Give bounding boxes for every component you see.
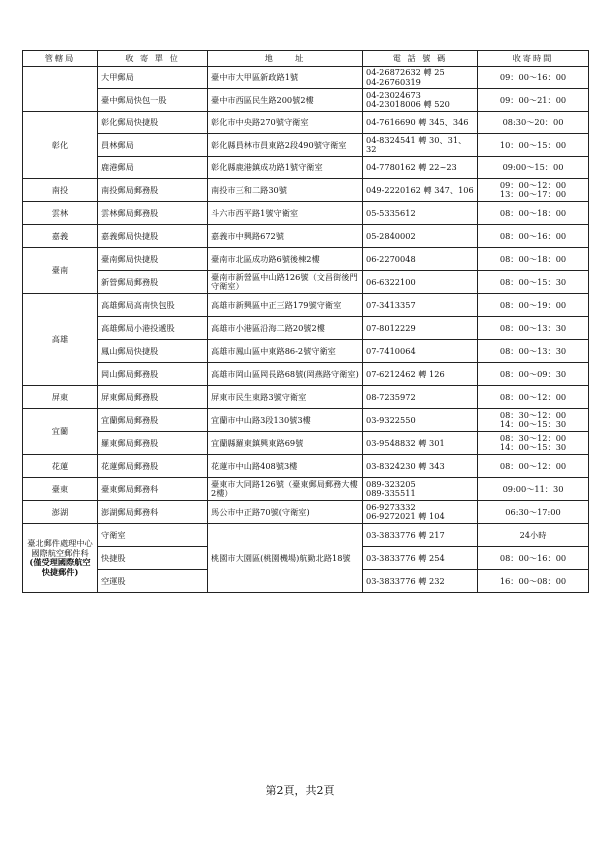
phone-cell-line: 04-26760319 [366,76,421,87]
unit-cell: 南投郵局郵務股 [98,179,208,202]
unit-cell: 高雄郵局小港投遞股 [98,317,208,340]
table-row [23,112,589,134]
hours-cell-line: 16：00～08：00 [499,575,567,586]
phone-cell [363,157,478,179]
hours-cell-line: 08：30～12：00 [499,432,567,443]
hours-cell [478,134,589,157]
bureau-cell [23,409,98,455]
bureau-cell [23,67,98,112]
phone-cell-line: 07-7410064 [366,345,416,356]
hours-cell-line: 08：00～18：00 [499,253,567,264]
bureau-note: 快捷郵件) [41,567,79,578]
bureau-name: 澎湖 [51,506,69,517]
phone-cell-line: 07-8012229 [366,322,416,333]
hours-cell-line: 13：00～17：00 [499,189,567,200]
unit-cell: 新營郵局郵務股 [98,271,208,294]
phone-cell-line: 06-6322100 [366,276,416,287]
hours-cell [478,248,589,271]
phone-cell-line: 07-3413357 [366,299,416,310]
phone-cell-line: 04-26872632 轉 25 [366,67,445,77]
phone-cell-line: 08-7235972 [366,391,416,402]
address-cell: 宜蘭縣羅東鎮興東路69號 [208,432,363,455]
header-hours: 收寄時間 [478,51,589,67]
address-cell: 馬公市中正路70號(守衛室) [208,501,363,524]
table-row [23,179,589,202]
table-row [23,478,589,501]
bureau-name: 花蓮 [51,460,69,471]
hours-cell-line: 08：00～09：30 [499,368,567,379]
address-cell: 臺東市大同路126號（臺東郵局郵務大樓2樓） [208,478,363,501]
hours-cell [478,89,589,112]
hours-cell [478,386,589,409]
table-header-row [23,51,589,67]
bureau-name: 彰化 [51,139,69,150]
address-cell: 高雄市小港區沿海二路20號2樓 [208,317,363,340]
hours-cell [478,157,589,179]
hours-cell-line: 08：00～12：00 [499,460,567,471]
hours-cell [478,501,589,524]
bureau-name: 臺東 [51,483,69,494]
bureau-note: (僅受理國際航空 [29,557,91,568]
phone-cell [363,501,478,524]
header-bureau: 管轄局 [23,51,98,67]
table-row [23,340,589,363]
table-body [23,67,589,593]
bureau-name: 臺北郵件處理中心 [27,538,93,548]
hours-cell-line: 08：00～19：00 [499,299,567,310]
phone-cell-line: 04-7616690 轉 345、346 [366,117,469,127]
hours-cell-line: 08:30～20：00 [502,117,564,127]
phone-cell-line: 089-335511 [366,488,416,499]
bureau-cell [23,455,98,478]
hours-cell-line: 24小時 [519,529,547,540]
table-row [23,294,589,317]
phone-cell [363,67,478,89]
address-cell: 臺南市北區成功路6號後棟2樓 [208,248,363,271]
unit-cell: 空運股 [98,570,208,593]
hours-cell-line: 09：00～16：00 [499,71,567,82]
phone-cell-line: 03-9322550 [366,414,416,425]
table-row [23,89,589,112]
hours-cell-line: 08：00～15：30 [499,276,567,287]
unit-cell: 嘉義郵局快捷股 [98,225,208,248]
hours-cell-line: 09：00～21：00 [499,94,567,105]
table-row [23,248,589,271]
phone-cell [363,340,478,363]
address-cell: 臺中市西區民生路200號2樓 [208,89,363,112]
hours-cell-line: 08：00～13：30 [499,345,567,356]
phone-cell [363,524,478,547]
phone-cell [363,248,478,271]
table-row [23,386,589,409]
address-cell: 臺南市新營區中山路126號（文昌街後門守衛室） [208,271,363,294]
hours-cell-line: 09：00～12：00 [499,179,567,190]
table-row [23,363,589,386]
unit-cell: 岡山郵局郵務股 [98,363,208,386]
hours-cell-line: 10：00～15：00 [499,139,567,150]
hours-cell-line: 09:00～15：00 [502,162,564,172]
phone-cell [363,225,478,248]
unit-cell: 彰化郵局快捷股 [98,112,208,134]
address-cell: 臺中市大甲區新政路1號 [208,67,363,89]
phone-cell-line: 03-3833776 轉 217 [366,529,445,540]
hours-cell [478,179,589,202]
unit-cell: 雲林郵局郵務股 [98,202,208,225]
hours-cell [478,570,589,593]
phone-cell [363,317,478,340]
phone-cell-line: 089-323205 [366,478,416,489]
bureau-cell [23,179,98,202]
phone-cell-line: 04-23024673 [366,89,421,100]
phone-cell-line: 04-23018006 轉 520 [366,99,450,110]
phone-cell-line: 03-3833776 轉 254 [366,552,445,563]
phone-cell-line: 04-7780162 轉 22~23 [366,162,457,172]
hours-cell-line: 06:30～17:00 [505,506,561,517]
bureau-cell [23,112,98,179]
bureau-cell [23,501,98,524]
phone-cell-line: 03-9548832 轉 301 [366,437,445,448]
unit-cell: 臺南郵局快捷股 [98,248,208,271]
hours-cell [478,340,589,363]
hours-cell-line: 08：00～16：00 [499,230,567,241]
phone-cell-line: 06-9272021 轉 104 [366,511,445,522]
address-cell: 高雄市岡山區岡長路68號(岡燕路守衛室) [208,363,363,386]
bureau-cell [23,386,98,409]
table-row [23,202,589,225]
unit-cell: 澎湖郵局郵務科 [98,501,208,524]
phone-cell-line: 06-9273332 [366,501,416,512]
table-row [23,157,589,179]
address-cell: 宜蘭市中山路3段130號3樓 [208,409,363,432]
mail-acceptance-table [22,50,589,593]
address-cell: 斗六市西平路1號守衛室 [208,202,363,225]
hours-cell [478,478,589,501]
table-row [23,524,589,547]
phone-cell [363,89,478,112]
phone-cell-line: 03-3833776 轉 232 [366,575,445,586]
hours-cell [478,409,589,432]
table-row [23,317,589,340]
phone-cell-line: 049-2220162 轉 347、106 [366,184,474,195]
phone-cell [363,202,478,225]
hours-cell [478,547,589,570]
phone-cell [363,570,478,593]
hours-cell-line: 08：30～12：00 [499,409,567,420]
bureau-cell [23,478,98,501]
bureau-name: 南投 [51,184,69,195]
phone-cell-line: 04-8324541 轉 30、31、32 [366,134,467,155]
bureau-cell [23,202,98,225]
bureau-name: 高雄 [51,334,69,344]
bureau-name: 嘉義 [51,230,69,241]
hours-cell-line: 08：00～16：00 [499,552,567,563]
hours-cell [478,225,589,248]
hours-cell [478,455,589,478]
phone-cell [363,363,478,386]
header-unit: 收 寄 單 位 [98,51,208,67]
table-row [23,225,589,248]
unit-cell: 臺東郵局郵務科 [98,478,208,501]
unit-cell: 臺中郵局快包一股 [98,89,208,112]
phone-cell [363,134,478,157]
bureau-cell [23,524,98,593]
phone-cell [363,432,478,455]
hours-cell [478,432,589,455]
unit-cell: 守衛室 [98,524,208,547]
bureau-name: 宜蘭 [51,426,69,436]
address-cell: 彰化縣鹿港鎮成功路1號守衛室 [208,157,363,179]
phone-cell [363,294,478,317]
table-row [23,432,589,455]
phone-cell [363,547,478,570]
table-row [23,271,589,294]
phone-cell [363,455,478,478]
phone-cell-line: 03-8324230 轉 343 [366,460,445,471]
table-row [23,501,589,524]
hours-cell [478,294,589,317]
table-row [23,67,589,89]
unit-cell: 高雄郵局高南快包股 [98,294,208,317]
address-cell: 嘉義市中興路672號 [208,225,363,248]
unit-cell: 大甲郵局 [98,67,208,89]
header-address: 地 址 [208,51,363,67]
hours-cell [478,363,589,386]
unit-cell: 鳳山郵局快捷股 [98,340,208,363]
address-cell: 南投市三和二路30號 [208,179,363,202]
phone-cell-line: 06-2270048 [366,253,416,264]
table-row [23,455,589,478]
hours-cell-line: 08：00～13：30 [499,322,567,333]
hours-cell-line: 08：00～12：00 [499,391,567,402]
address-cell: 桃園市大園區(桃園機場)航勤北路18號 [208,524,363,593]
hours-cell [478,317,589,340]
address-cell: 屏東市民生東路3號守衛室 [208,386,363,409]
address-cell: 高雄市鳳山區中東路86-2號守衛室 [208,340,363,363]
hours-cell-line: 09:00～11：30 [502,483,564,494]
bureau-cell [23,225,98,248]
phone-cell-line: 05-5335612 [366,207,416,218]
phone-cell [363,271,478,294]
unit-cell: 快捷股 [98,547,208,570]
hours-cell-line: 08：00～18：00 [499,207,567,218]
phone-cell-line: 07-6212462 轉 126 [366,368,445,379]
address-cell: 花蓮市中山路408號3樓 [208,455,363,478]
phone-cell-line: 05-2840002 [366,230,416,241]
hours-cell [478,202,589,225]
hours-cell [478,67,589,89]
hours-cell [478,112,589,134]
phone-cell [363,112,478,134]
hours-cell [478,271,589,294]
unit-cell: 屏東郵局郵務股 [98,386,208,409]
hours-cell [478,524,589,547]
address-cell: 彰化縣員林市員東路2段490號守衛室 [208,134,363,157]
hours-cell-line: 14：00～15：30 [499,442,567,453]
phone-cell [363,478,478,501]
table-row [23,134,589,157]
unit-cell: 員林郵局 [98,134,208,157]
address-cell: 彰化市中央路270號守衛室 [208,112,363,134]
phone-cell [363,179,478,202]
header-phone: 電 話 號 碼 [363,51,478,67]
bureau-name: 臺南 [51,265,69,275]
phone-cell [363,386,478,409]
table-row [23,409,589,432]
unit-cell: 鹿港郵局 [98,157,208,179]
unit-cell: 花蓮郵局郵務股 [98,455,208,478]
bureau-name: 雲林 [51,207,69,218]
hours-cell-line: 14：00～15：30 [499,419,567,430]
page-number: 第2頁，共2頁 [265,784,335,797]
bureau-name: 國際航空郵件科 [31,547,89,558]
unit-cell: 羅東郵局郵務股 [98,432,208,455]
bureau-cell [23,294,98,386]
bureau-name: 屏東 [51,391,69,402]
phone-cell [363,409,478,432]
address-cell: 高雄市新興區中正三路179號守衛室 [208,294,363,317]
bureau-cell [23,248,98,294]
unit-cell: 宜蘭郵局郵務股 [98,409,208,432]
